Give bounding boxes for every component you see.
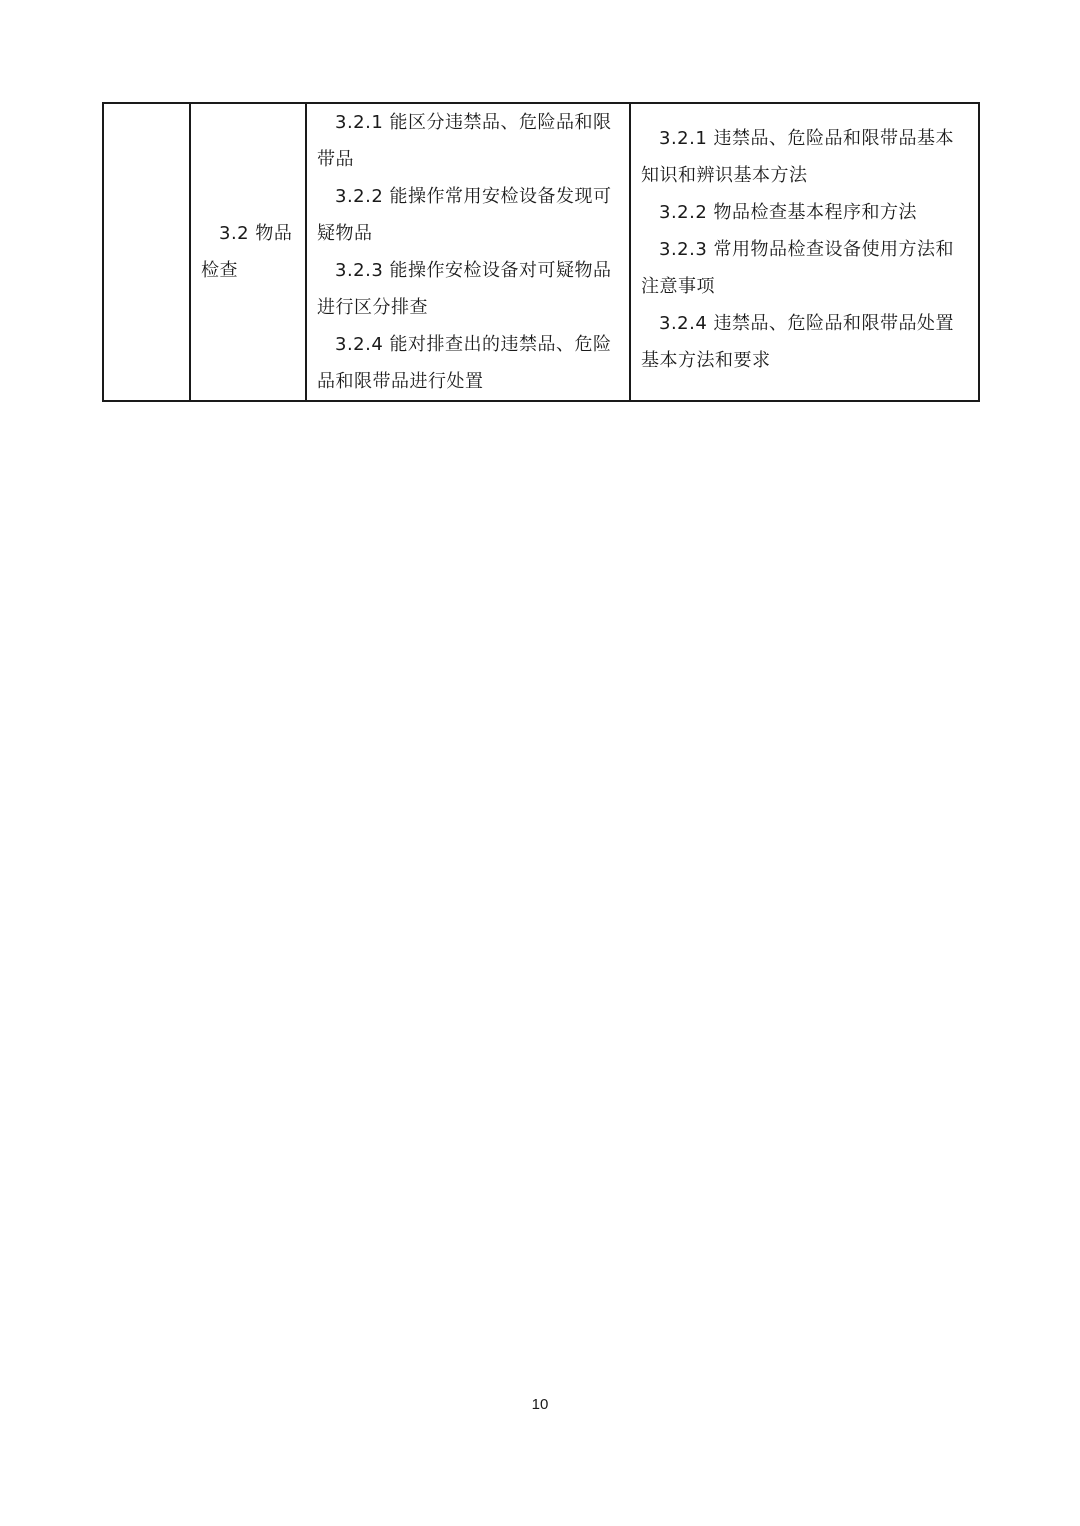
page-number: 10: [531, 1396, 549, 1413]
skill-item: 3.2.3 能操作安检设备对可疑物品进行区分排查: [317, 260, 612, 318]
skill-requirements-cell: [306, 103, 630, 401]
work-content-cell: [190, 103, 306, 401]
section-code: 3.2: [219, 223, 250, 244]
skill-item: 3.2.1 能区分违禁品、危险品和限带品: [317, 112, 612, 170]
skills-standard-table: [102, 102, 980, 402]
skill-item: 3.2.2 能操作常用安检设备发现可疑物品: [317, 186, 612, 244]
skill-item: 3.2.4 能对排查出的违禁品、危险品和限带品进行处置: [317, 334, 612, 392]
related-knowledge-cell: [630, 103, 979, 401]
section-name-part1: 物品: [255, 223, 293, 244]
section-name-part2: 检查: [201, 260, 238, 281]
knowledge-item: 3.2.4 违禁品、危险品和限带品处置基本方法和要求: [641, 313, 955, 371]
knowledge-item: 3.2.3 常用物品检查设备使用方法和注意事项: [641, 239, 955, 297]
table-row: [103, 103, 979, 401]
occupational-function-cell: [103, 103, 190, 401]
knowledge-item: 3.2.2 物品检查基本程序和方法: [659, 202, 918, 223]
knowledge-item: 3.2.1 违禁品、危险品和限带品基本知识和辨识基本方法: [641, 128, 955, 186]
